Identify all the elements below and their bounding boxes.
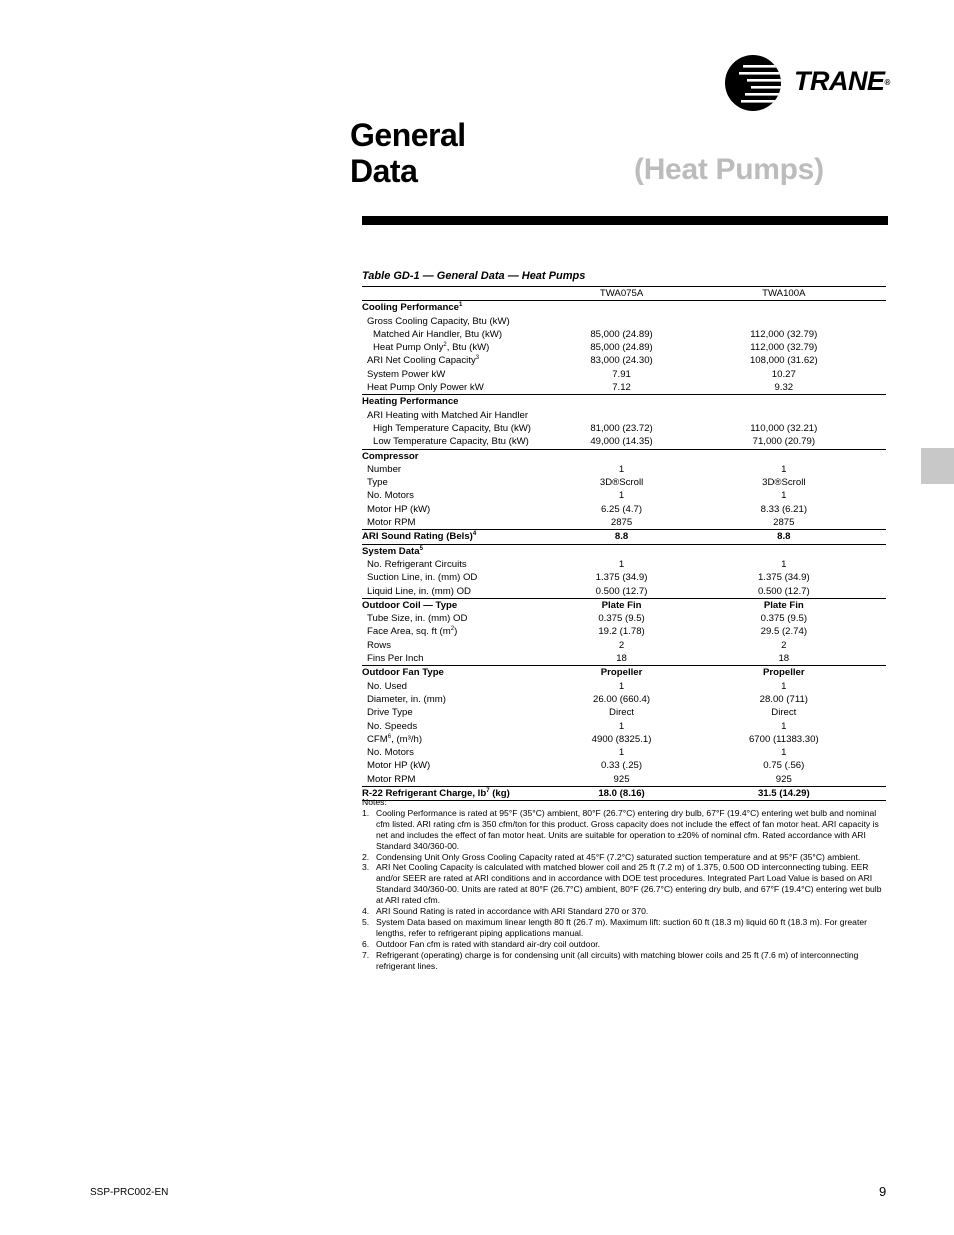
- row-label-text: Tube Size, in. (mm) OD: [367, 613, 468, 625]
- row-label-text: Cooling Performance: [362, 302, 460, 314]
- row-label: [362, 598, 561, 612]
- table-row: [362, 639, 886, 652]
- row-label: [362, 652, 561, 666]
- row-label: [362, 680, 561, 693]
- table-row: [362, 680, 886, 693]
- cell-twa100a: [682, 449, 886, 463]
- row-label-text: R-22 Refrigerant Charge, lb: [362, 787, 487, 799]
- row-label-text: No. Motors: [367, 747, 414, 759]
- row-label-suffix: , Btu (kW): [446, 342, 490, 354]
- table-row: [362, 733, 886, 746]
- row-label-text: Motor HP (kW): [367, 760, 431, 772]
- cell-twa100a: 0.500 (12.7): [757, 585, 810, 597]
- row-label: [362, 476, 561, 489]
- row-label: [362, 489, 561, 502]
- row-label: [362, 381, 561, 395]
- cell-twa075a: 49,000 (14.35): [590, 436, 653, 448]
- page-subtitle: (Heat Pumps): [634, 153, 824, 186]
- note-text: Outdoor Fan cfm is rated with standard air-dry coil outdoor.: [376, 938, 601, 949]
- note-item: [362, 862, 886, 906]
- row-label-text: No. Refrigerant Circuits: [367, 558, 467, 570]
- brand-name: TRANE: [794, 66, 885, 96]
- cell-twa100a: 71,000 (20.79): [752, 436, 816, 448]
- row-label: [362, 530, 561, 544]
- note-text: ARI Net Cooling Capacity is calculated with matched blower coil and 25 ft (7.2 m) of 1.375, 0.500 OD interconnecting tubing. EER and/or SEER are rated at ARI conditions and in accordance with DOE test procedures. Integrated Part Load Value is based on ARI Standard 340/360-00. Units are rated at 80°F (26.7°C) ambient, 80°F (26.7°C) entering dry bulb, and 67°F (19.4°C) entering wet bulb at ARI rated cfm.: [376, 862, 882, 906]
- row-label: [362, 395, 561, 409]
- cell-twa075a: Propeller: [561, 666, 681, 680]
- cell-twa075a: 4900 (8325.1): [591, 733, 652, 745]
- row-label-text: Heating Performance: [362, 396, 459, 408]
- row-label: [362, 449, 561, 463]
- table-row: [362, 598, 886, 612]
- note-item: [362, 950, 886, 972]
- table-row: [362, 354, 886, 367]
- table-row: [362, 449, 886, 463]
- footnote-ref: 2: [450, 626, 455, 633]
- cell-twa100a: [682, 544, 886, 558]
- cell-twa075a: 0.33 (.25): [601, 760, 643, 772]
- cell-twa100a: 28.00 (711): [759, 693, 808, 705]
- row-label-suffix: , (m³/h): [391, 733, 423, 745]
- row-label: [362, 720, 561, 733]
- row-label-suffix: (kg): [489, 787, 510, 799]
- row-label: [362, 516, 561, 530]
- row-label: [362, 503, 561, 516]
- table-caption: Table GD-1 — General Data — Heat Pumps: [362, 270, 586, 282]
- cell-twa075a: 19.2 (1.78): [598, 626, 645, 638]
- cell-twa100a: 8.33 (6.21): [760, 503, 808, 515]
- table-row: [362, 328, 886, 341]
- row-label: [362, 746, 561, 759]
- footnote-ref: 2: [443, 342, 447, 348]
- row-label-text: Face Area, sq. ft (m: [367, 626, 451, 638]
- table-row: [362, 585, 886, 599]
- section-tab: [921, 448, 954, 484]
- row-label-text: Motor RPM: [367, 517, 416, 529]
- row-label-suffix: ): [454, 626, 458, 638]
- row-label: [362, 409, 561, 422]
- cell-twa075a: 85,000 (24.89): [590, 328, 653, 340]
- footnote-ref: 6: [387, 733, 392, 740]
- cell-twa075a: 1: [618, 490, 625, 502]
- table-row: [362, 571, 886, 584]
- row-label-text: Gross Cooling Capacity, Btu (kW): [367, 315, 510, 327]
- table-row: [362, 489, 886, 502]
- cell-twa075a: 1.375 (34.9): [595, 572, 648, 584]
- row-label: [362, 435, 561, 449]
- cell-twa100a: [682, 301, 886, 315]
- row-label-text: Low Temperature Capacity, Btu (kW): [373, 436, 529, 448]
- note-number: 3.: [362, 862, 370, 873]
- cell-twa075a: 7.12: [612, 382, 631, 394]
- row-label: [362, 585, 561, 599]
- cell-twa075a: Direct: [609, 707, 635, 719]
- row-label: [362, 544, 561, 558]
- cell-twa075a: [561, 395, 681, 409]
- row-label-text: ARI Heating with Matched Air Handler: [367, 409, 529, 421]
- row-label-text: System Power kW: [367, 368, 446, 380]
- cell-twa075a: [561, 315, 681, 328]
- table-row: [362, 422, 886, 435]
- cell-twa100a: 6700 (11383.30): [748, 733, 819, 745]
- table-row: [362, 652, 886, 666]
- note-text: ARI Sound Rating is rated in accordance with ARI Standard 270 or 370.: [376, 906, 649, 917]
- cell-twa100a: 1: [781, 680, 787, 692]
- row-label-text: Liquid Line, in. (mm) OD: [367, 585, 471, 597]
- table-row: [362, 315, 886, 328]
- row-label: [362, 301, 561, 315]
- row-label-text: System Data: [362, 545, 420, 557]
- table-body: [362, 301, 886, 801]
- row-label: [362, 328, 561, 341]
- cell-twa100a: 2875: [773, 517, 795, 529]
- title-line-2: Data: [350, 153, 418, 189]
- table-row: [362, 409, 886, 422]
- cell-twa100a: 0.75 (.56): [763, 760, 805, 772]
- general-data-table: [362, 286, 886, 801]
- cell-twa100a: 108,000 (31.62): [749, 355, 818, 367]
- row-label-text: Fins Per Inch: [367, 653, 424, 665]
- cell-twa100a: [682, 409, 886, 422]
- footnote-ref: 5: [419, 545, 423, 552]
- cell-twa075a: 7.91: [612, 368, 631, 380]
- table-row: [362, 395, 886, 409]
- cell-twa075a: 0.500 (12.7): [595, 585, 648, 597]
- cell-twa100a: Direct: [771, 707, 797, 719]
- cell-twa100a: 1: [781, 720, 787, 732]
- cell-twa100a: Propeller: [682, 666, 886, 680]
- cell-twa075a: 1: [618, 720, 625, 732]
- row-label: [362, 463, 561, 476]
- row-label-text: Motor HP (kW): [367, 503, 431, 515]
- row-label-text: ARI Sound Rating (Bels): [362, 531, 473, 543]
- note-number: 4.: [362, 906, 370, 917]
- note-number: 7.: [362, 949, 370, 960]
- cell-twa100a: 31.5 (14.29): [682, 786, 886, 800]
- row-label-text: Number: [367, 463, 402, 475]
- cell-twa075a: 0.375 (9.5): [598, 613, 645, 625]
- cell-twa100a: 112,000 (32.79): [750, 342, 818, 354]
- cell-twa075a: 18.0 (8.16): [561, 786, 681, 800]
- table-header-row: [362, 287, 886, 301]
- table-row: [362, 558, 886, 571]
- cell-twa100a: 1: [781, 558, 787, 570]
- row-label-text: Rows: [367, 639, 391, 651]
- table-row: [362, 341, 886, 354]
- note-text: Refrigerant (operating) charge is for condensing unit (all circuits) with matching blower coils and 25 ft (7.6 m) of interconnecting refrigerant lines.: [376, 949, 859, 971]
- cell-twa075a: 1: [618, 680, 625, 692]
- footnote-ref: 4: [472, 531, 477, 538]
- note-item: [362, 852, 886, 863]
- page-title: [350, 117, 466, 189]
- cell-twa075a: 1: [618, 463, 625, 475]
- row-label-text: Motor RPM: [367, 773, 416, 785]
- note-text: Cooling Performance is rated at 95°F (35°C) ambient, 80°F (26.7°C) entering dry bulb, 67°F (19.4°C) entering wet bulb and nominal cfm listed. ARI rating cfm is 350 cfm/ton for this product. Gross capacity does not include the effect of fan motor heat. ARI capacity is net and includes the effect of fan motor heat. Units are suitable for operation to ±20% of nominal cfm. Rated accordance with ARI Standard 340/360-00.: [376, 807, 879, 851]
- footnote-ref: 1: [459, 302, 463, 309]
- row-label: [362, 666, 561, 680]
- row-label: [362, 773, 561, 787]
- registered-mark: ®: [884, 78, 890, 87]
- cell-twa100a: 9.32: [774, 382, 794, 394]
- row-label: [362, 612, 561, 625]
- table-row: [362, 368, 886, 381]
- note-text: Condensing Unit Only Gross Cooling Capacity rated at 45°F (7.2°C) saturated suction temperature and at 95°F (35°C) ambient.: [376, 851, 861, 862]
- table-row: [362, 773, 886, 787]
- table-row: [362, 625, 886, 638]
- cell-twa075a: 1: [618, 747, 625, 759]
- cell-twa100a: 1: [781, 490, 787, 502]
- title-rule: [362, 216, 888, 225]
- note-item: [362, 906, 886, 917]
- cell-twa100a: 0.375 (9.5): [760, 613, 808, 625]
- row-label: [362, 341, 561, 354]
- row-label: [362, 706, 561, 719]
- row-label-text: Compressor: [362, 450, 419, 462]
- row-label: [362, 315, 561, 328]
- column-header: TWA075A: [561, 287, 681, 301]
- table-row: [362, 746, 886, 759]
- row-label: [362, 422, 561, 435]
- table-row: [362, 476, 886, 489]
- cell-twa075a: 18: [616, 653, 627, 665]
- row-label-text: No. Speeds: [367, 720, 418, 732]
- row-label-text: Type: [367, 477, 388, 489]
- cell-twa100a: 110,000 (32.21): [750, 422, 818, 434]
- row-label-text: High Temperature Capacity, Btu (kW): [373, 422, 531, 434]
- cell-twa100a: 1.375 (34.9): [757, 572, 810, 584]
- cell-twa100a: [682, 395, 886, 409]
- row-label: [362, 639, 561, 652]
- cell-twa100a: 29.5 (2.74): [760, 626, 808, 638]
- table-row: [362, 435, 886, 449]
- note-number: 5.: [362, 916, 370, 927]
- cell-twa100a: 1: [781, 747, 787, 759]
- page-number: 9: [879, 1184, 887, 1199]
- table-row: [362, 759, 886, 772]
- row-label-text: Outdoor Fan Type: [362, 667, 444, 679]
- cell-twa100a: Plate Fin: [682, 598, 886, 612]
- notes-heading: Notes:: [362, 797, 387, 807]
- row-label-text: ARI Net Cooling Capacity: [367, 355, 476, 367]
- row-label-text: Heat Pump Only Power kW: [367, 382, 484, 394]
- note-number: 2.: [362, 851, 370, 862]
- cell-twa075a: 6.25 (4.7): [601, 503, 643, 515]
- row-label: [362, 625, 561, 638]
- cell-twa100a: [682, 315, 886, 328]
- cell-twa100a: 112,000 (32.79): [750, 328, 818, 340]
- cell-twa075a: [561, 544, 681, 558]
- document-id: SSP-PRC002-EN: [90, 1187, 169, 1198]
- notes-section: [362, 797, 886, 972]
- cell-twa100a: 8.8: [682, 530, 886, 544]
- cell-twa075a: 83,000 (24.30): [590, 355, 653, 367]
- cell-twa100a: 925: [775, 773, 792, 785]
- footnote-ref: 7: [486, 787, 490, 794]
- row-label: [362, 558, 561, 571]
- notes-list: [362, 808, 886, 972]
- row-label-text: No. Used: [367, 680, 407, 692]
- row-label-text: No. Motors: [367, 490, 414, 502]
- table-row: [362, 301, 886, 315]
- table-row: [362, 720, 886, 733]
- table-row: [362, 530, 886, 544]
- title-line-1: General: [350, 117, 466, 153]
- cell-twa100a: 2: [781, 639, 787, 651]
- row-label-text: Matched Air Handler, Btu (kW): [373, 328, 503, 340]
- table-row: [362, 706, 886, 719]
- cell-twa075a: 3D®Scroll: [599, 477, 644, 489]
- row-label: [362, 733, 561, 746]
- row-label-text: CFM: [367, 733, 388, 745]
- row-label: [362, 759, 561, 772]
- row-label: [362, 693, 561, 706]
- note-text: System Data based on maximum linear length 80 ft (26.7 m). Maximum lift: suction 60 ft (18.3 m) liquid 60 ft (18.3 m). For greater lengths, refer to refrigerant piping applications manual.: [376, 916, 867, 938]
- note-number: 6.: [362, 938, 370, 949]
- table-row: [362, 666, 886, 680]
- row-label-text: Drive Type: [367, 707, 413, 719]
- row-label-text: Heat Pump Only: [373, 342, 444, 354]
- footnote-ref: 3: [475, 355, 480, 362]
- table-row: [362, 612, 886, 625]
- table-row: [362, 516, 886, 530]
- cell-twa075a: 925: [613, 773, 630, 785]
- cell-twa075a: 8.8: [561, 530, 681, 544]
- trane-logo-icon: [725, 55, 781, 111]
- note-item: [362, 917, 886, 939]
- header-label-cell: [362, 287, 561, 301]
- column-header: TWA100A: [682, 287, 886, 301]
- cell-twa100a: 1: [781, 463, 787, 475]
- row-label-text: Diameter, in. (mm): [367, 693, 446, 705]
- row-label-text: Outdoor Coil — Type: [362, 599, 458, 611]
- note-item: [362, 939, 886, 950]
- table-row: [362, 693, 886, 706]
- cell-twa075a: [561, 301, 681, 315]
- cell-twa075a: 2875: [610, 517, 633, 529]
- cell-twa075a: [561, 449, 681, 463]
- table-row: [362, 544, 886, 558]
- cell-twa100a: 3D®Scroll: [762, 477, 806, 489]
- table-row: [362, 463, 886, 476]
- row-label: [362, 571, 561, 584]
- note-item: [362, 808, 886, 852]
- cell-twa075a: 2: [618, 639, 625, 651]
- cell-twa075a: 26.00 (660.4): [593, 693, 651, 705]
- row-label: [362, 354, 561, 367]
- row-label: [362, 368, 561, 381]
- cell-twa075a: 85,000 (24.89): [590, 342, 653, 354]
- cell-twa075a: Plate Fin: [561, 598, 681, 612]
- table-row: [362, 381, 886, 395]
- note-number: 1.: [362, 807, 370, 818]
- cell-twa075a: [561, 409, 681, 422]
- cell-twa100a: 10.27: [771, 368, 796, 380]
- cell-twa075a: 1: [618, 558, 625, 570]
- cell-twa100a: 18: [778, 653, 790, 665]
- row-label-text: Suction Line, in. (mm) OD: [367, 572, 478, 584]
- brand-wordmark: [794, 66, 890, 96]
- table-row: [362, 503, 886, 516]
- cell-twa075a: 81,000 (23.72): [590, 422, 653, 434]
